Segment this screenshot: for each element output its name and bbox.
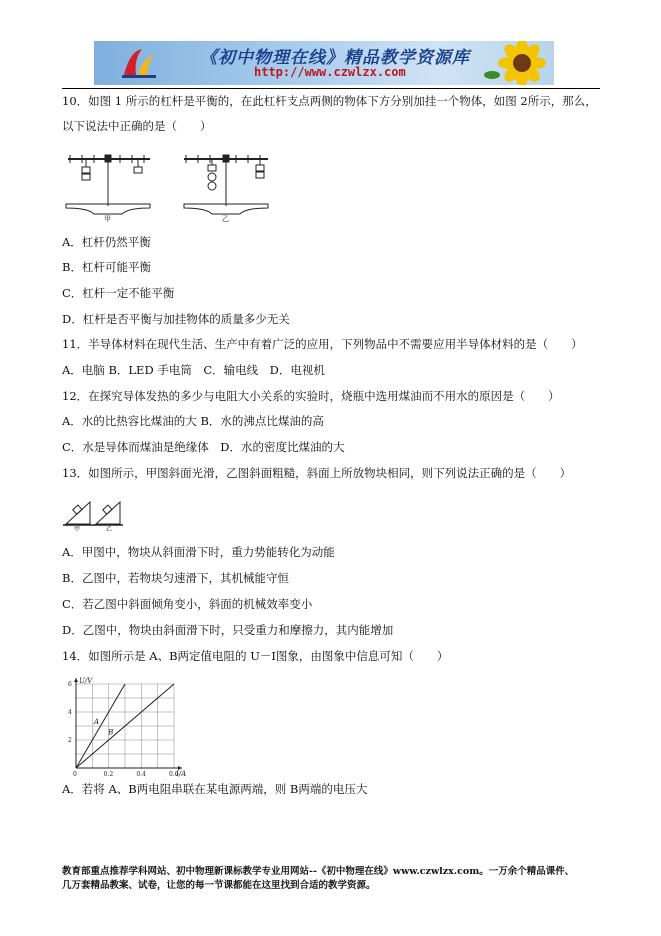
- q10-stem-line2: 以下说法中正确的是（ ）: [62, 119, 212, 133]
- q13-fig-label-a: 甲: [74, 526, 81, 532]
- q10-option-b: B．杠杆可能平衡: [62, 260, 151, 274]
- q13-option-c: C．若乙图中斜面倾角变小，斜面的机械效率变小: [62, 597, 313, 611]
- x-tick-label: 0: [73, 771, 77, 778]
- q10-fig-label-b: 乙: [222, 215, 229, 222]
- q13-stem: 13．如图所示，甲图斜面光滑，乙图斜面粗糙，斜面上所放物块相同，则下列说法正确的是（ ）: [62, 466, 572, 480]
- x-tick-label: 0.4: [136, 771, 146, 778]
- q13-fig-label-b: 乙: [106, 526, 113, 532]
- q12-stem: 12．在探究导体发热的多少与电阻大小关系的实验时，烧瓶中选用煤油而不用水的原因是（ ）: [62, 389, 560, 403]
- series-label-a: A: [93, 717, 100, 726]
- x-tick-label: 0.2: [103, 771, 114, 778]
- q10-option-a: A．杠杆仍然平衡: [62, 235, 151, 249]
- y-tick-label: 4: [68, 709, 72, 716]
- q10-option-d: D．杠杆是否平衡与加挂物体的质量多少无关: [62, 312, 290, 326]
- q13-option-b: B．乙图中，若物块匀速滑下，其机械能守恒: [62, 571, 289, 585]
- q12-options-line2: C．水是导体而煤油是绝缘体 D．水的密度比煤油的大: [62, 440, 345, 454]
- header-banner: [94, 41, 554, 85]
- q13-option-d: D．乙图中，物块由斜面滑下时，只受重力和摩擦力，其内能增加: [62, 623, 394, 637]
- q14-option-a: A．若将 A、B两电阻串联在某电源两端，则 B两端的电压大: [62, 782, 368, 796]
- q10-stem-line1: 10．如图 1 所示的杠杆是平衡的，在此杠杆支点两侧的物体下方分别加挂一个物体，如图 2所示，那么，: [62, 94, 597, 108]
- q11-stem: 11．半导体材料在现代生活、生产中有着广泛的应用，下列物品中不需要应用半导体材料的是（ ）: [62, 337, 583, 351]
- q10-lever-figure: [62, 146, 274, 222]
- series-label-b: B: [108, 728, 114, 737]
- x-tick-label: 0.6: [169, 771, 179, 778]
- chart-tick-labels: [68, 681, 179, 778]
- chart-ylabel: U/V: [79, 677, 93, 685]
- q14-ui-graph: [62, 674, 192, 780]
- y-tick-label: 2: [68, 737, 72, 744]
- q12-options-line1: A．水的比热容比煤油的大 B．水的沸点比煤油的高: [62, 414, 324, 428]
- site-logo-icon: [120, 45, 160, 81]
- q14-stem: 14．如图所示是 A、B两定值电阻的 U－I图象，由图象中信息可知（ ）: [62, 649, 449, 663]
- chart-xlabel: I/A: [176, 770, 187, 778]
- q13-incline-figure: [62, 496, 126, 532]
- q10-fig-label-a: 甲: [104, 215, 111, 222]
- q13-option-a: A．甲图中，物块从斜面滑下时，重力势能转化为动能: [62, 545, 335, 559]
- header-rule: [62, 88, 600, 89]
- q10-option-c: C．杠杆一定不能平衡: [62, 286, 175, 300]
- y-axis-arrow-icon: [74, 678, 78, 682]
- sunflower-icon: [484, 41, 554, 85]
- footer-line2: 几万套精品教案、试卷，让您的每一节课都能在这里找到合适的教学资源。: [62, 880, 376, 891]
- banner-url[interactable]: http://www.czwlzx.com: [254, 65, 406, 79]
- y-tick-label: 6: [68, 681, 72, 688]
- q11-options: A．电脑 B．LED 手电筒 C．输电线 D．电视机: [62, 363, 325, 377]
- banner-title: 《初中物理在线》精品教学资源库: [200, 48, 470, 68]
- footer-line1: 教育部重点推荐学科网站、初中物理新课标教学专业用网站--《初中物理在线》www.czwlzx.com。一万余个精品课件、: [62, 866, 575, 877]
